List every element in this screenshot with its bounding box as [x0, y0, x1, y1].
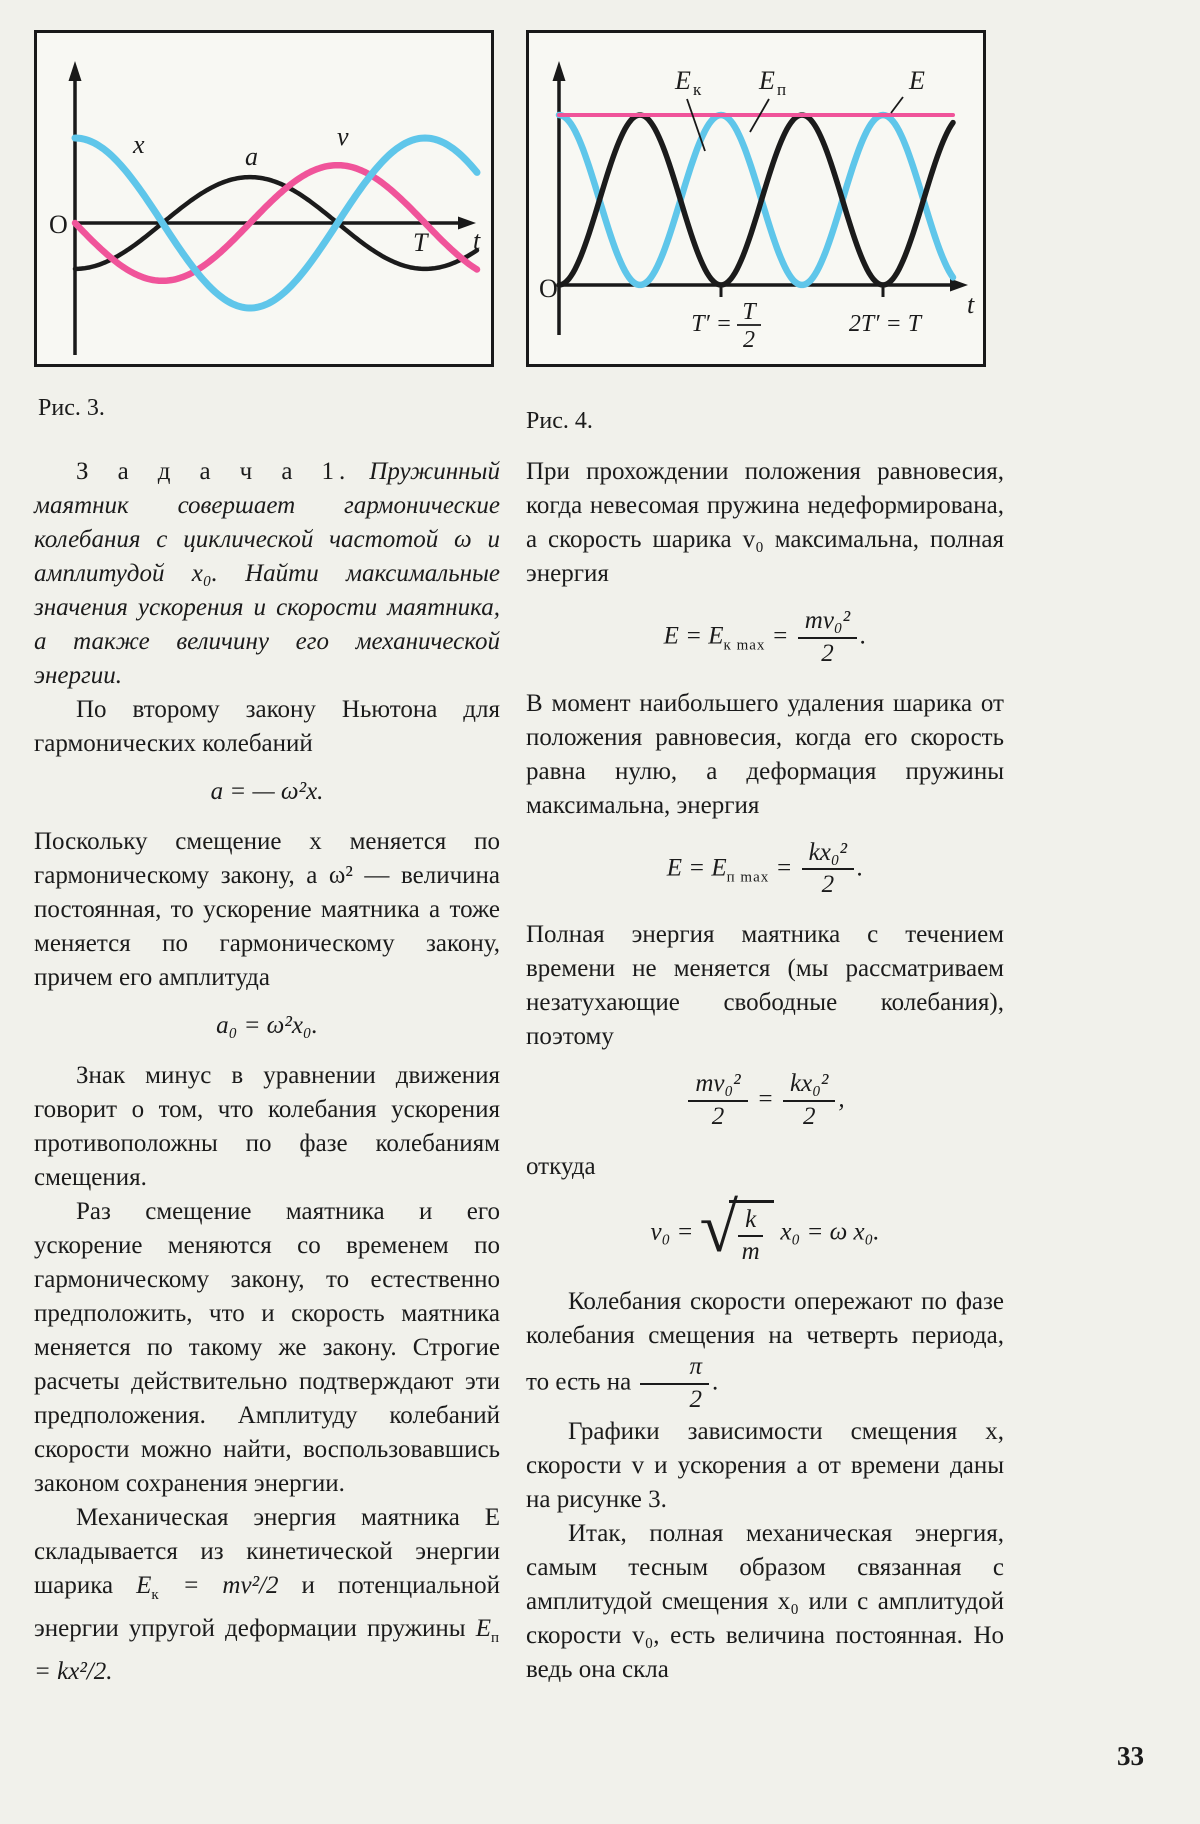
paragraph-displacement-law: Поскольку смещение x меняется по гармоническому закону, а ω² — величина постоянная, то ускорение маятника a тоже меняется по гармоническому закону, причем его амплитуда — [34, 828, 500, 991]
fig4-curves-layer — [559, 115, 953, 285]
f1-subscript: к max — [723, 637, 766, 654]
f2-period: . — [857, 853, 864, 881]
radical-icon: √ — [699, 1189, 739, 1267]
f3-equals: = — [750, 1085, 781, 1113]
tick1-numerator: T — [742, 299, 756, 325]
fig3-period-label: T — [413, 228, 428, 257]
Ek-equation: = mv²/2 — [159, 1572, 302, 1599]
fig4-Ep-label: E — [759, 66, 775, 95]
Ek-subscript: к — [151, 1587, 160, 1603]
Ek-symbol: E — [136, 1572, 152, 1599]
f4-denominator: m — [741, 1238, 760, 1266]
fig4-tick1-label — [691, 299, 761, 353]
fig3-time-label: t — [473, 226, 481, 255]
f1-numerator: mv₀² — [798, 607, 857, 639]
fig3-a-curve-label: a — [245, 142, 258, 171]
fig3-y-arrow — [69, 61, 82, 81]
f4-numerator: k — [738, 1206, 763, 1238]
phase-period: . — [712, 1368, 719, 1396]
f3-comma: , — [838, 1085, 845, 1113]
formula-potential-max — [526, 839, 1004, 901]
f3-denominator-2: 2 — [802, 1102, 816, 1130]
figure-3-box — [34, 30, 494, 367]
pi-denominator: 2 — [689, 1385, 702, 1413]
f1-lead: E = E — [663, 622, 724, 650]
formula-acceleration: a = — ω²x. — [210, 778, 324, 805]
pi-numerator: π — [640, 1353, 709, 1385]
f2-lead: E = E — [666, 853, 727, 881]
fig4-Ek-label-sub: к — [693, 80, 702, 99]
f2-subscript: п max — [726, 868, 770, 885]
fig4-E-label: E — [909, 66, 925, 95]
right-column — [526, 30, 1004, 1689]
energy-text-1: Механическая энергия маятника E складывается из кинетической энергии шарика — [34, 1504, 500, 1599]
formula-velocity-amplitude — [526, 1189, 1004, 1268]
fig4-time-label: t — [967, 290, 975, 319]
paragraph-graphs-reference: Графики зависимости смещения x, скорости v и ускорения a от времени даны на рисунке 3. — [526, 1417, 1004, 1513]
formula-acceleration-amplitude: a₀ = ω²x₀. — [216, 1012, 318, 1039]
f4-end: x₀ = ω x₀. — [774, 1217, 880, 1245]
paragraph-phase-lead — [526, 1285, 1004, 1415]
energy-text-2: и потенциальной энергии упругой деформации пружины — [34, 1572, 500, 1642]
f2-equals: = — [769, 853, 799, 881]
f1-period: . — [860, 622, 867, 650]
square-root — [699, 1189, 775, 1268]
problem-paragraph — [34, 455, 500, 693]
phase-text: Колебания скорости опережают по фазе колебания смещения на четверть периода, то есть на — [526, 1288, 1004, 1396]
fig4-Ek-label: E — [675, 66, 691, 95]
Ep-subscript: п — [490, 1630, 500, 1646]
f3-fraction-1 — [688, 1070, 747, 1132]
Ep-equation: = kx²/2. — [34, 1658, 113, 1685]
fig4-tick2-label: 2T′ = T — [848, 311, 922, 337]
fig3-x-curve-label: x — [133, 130, 145, 159]
f1-fraction — [798, 607, 857, 669]
paragraph-max-displacement: В момент наибольшего удаления шарика от положения равновесия, когда его скорость равна нулю, а деформация пружины максимальна, энергия — [526, 689, 1004, 819]
tick1-prefix: T′ = — [691, 311, 732, 337]
paragraph-equilibrium: При прохождении положения равновесия, когда невесомая пружина недеформирована, а скорость шарика v₀ максимальна, полная энергия — [526, 458, 1004, 587]
page-number: 33 — [1117, 1741, 1144, 1771]
f2-numerator: kx₀² — [802, 839, 854, 871]
figure-3-caption: Рис. 3. — [38, 395, 105, 421]
fig3-origin-label: O — [49, 210, 68, 239]
fig4-origin-label: O — [539, 274, 558, 303]
tick1-denominator: 2 — [743, 327, 755, 353]
f3-numerator-1: mv₀² — [688, 1070, 747, 1102]
problem-text: Пружинный маятник совершает гармонические колебания с циклической частотой ω и амплитудой x₀. Найти максимальные значения ускорения и скорости маятника, а также величину его механической энергии. — [34, 458, 500, 689]
f1-equals: = — [765, 622, 795, 650]
E-leader-line — [891, 97, 903, 113]
f4-lead: v₀ = — [650, 1217, 700, 1245]
f1-denominator: 2 — [821, 639, 834, 667]
problem-label: З а д а ч а 1. — [76, 458, 351, 485]
f3-denominator-1: 2 — [711, 1102, 725, 1130]
Ep-symbol: E — [475, 1615, 491, 1642]
figure-4-caption: Рис. 4. — [526, 408, 593, 434]
f2-denominator: 2 — [821, 871, 835, 899]
left-column — [34, 30, 500, 1689]
paragraph-velocity-law: Раз смещение маятника и его ускорение меняются со временем по гармоническому закону, то естественно предположить, что и скорость маятника меняется по такому же закону. Строгие расчеты действительно подтверждают эти предположения. Амплитуду колебаний скорости можно найти, воспользовавшись законом сохранения энергии. — [34, 1198, 500, 1497]
f2-fraction — [802, 839, 854, 901]
f4-fraction — [738, 1206, 763, 1268]
fig3-v-curve-label: v — [337, 122, 349, 151]
paragraph-newton-law: По второму закону Ньютона для гармонических колебаний — [34, 696, 500, 757]
figure-4-box — [526, 30, 986, 367]
pi-over-2-fraction — [640, 1353, 709, 1415]
paragraph-whence: откуда — [526, 1152, 596, 1180]
paragraph-conclusion: Итак, полная механическая энергия, самым тесным образом связанная с амплитудой смещения x₀ или с амплитудой скорости v₀, есть величина постоянная. Но ведь она скла — [526, 1519, 1004, 1683]
paragraph-energy-conservation: Полная энергия маятника с течением времени не меняется (мы рассматриваем незатухающие свободные колебания), поэтому — [526, 921, 1004, 1050]
fig3-plot — [37, 33, 491, 364]
fig4-plot — [529, 33, 983, 364]
fig4-Ep-label-sub: п — [777, 80, 787, 99]
f3-fraction-2 — [783, 1070, 835, 1132]
fig4-y-arrow — [553, 61, 566, 81]
paragraph-mechanical-energy — [34, 1501, 500, 1689]
f3-numerator-2: kx₀² — [783, 1070, 835, 1102]
paragraph-minus-sign: Знак минус в уравнении движения говорит о том, что колебания ускорения противоположны по фазе колебаниям смещения. — [34, 1062, 500, 1191]
formula-energy-equality — [526, 1070, 1004, 1132]
formula-kinetic-max — [526, 607, 1004, 669]
